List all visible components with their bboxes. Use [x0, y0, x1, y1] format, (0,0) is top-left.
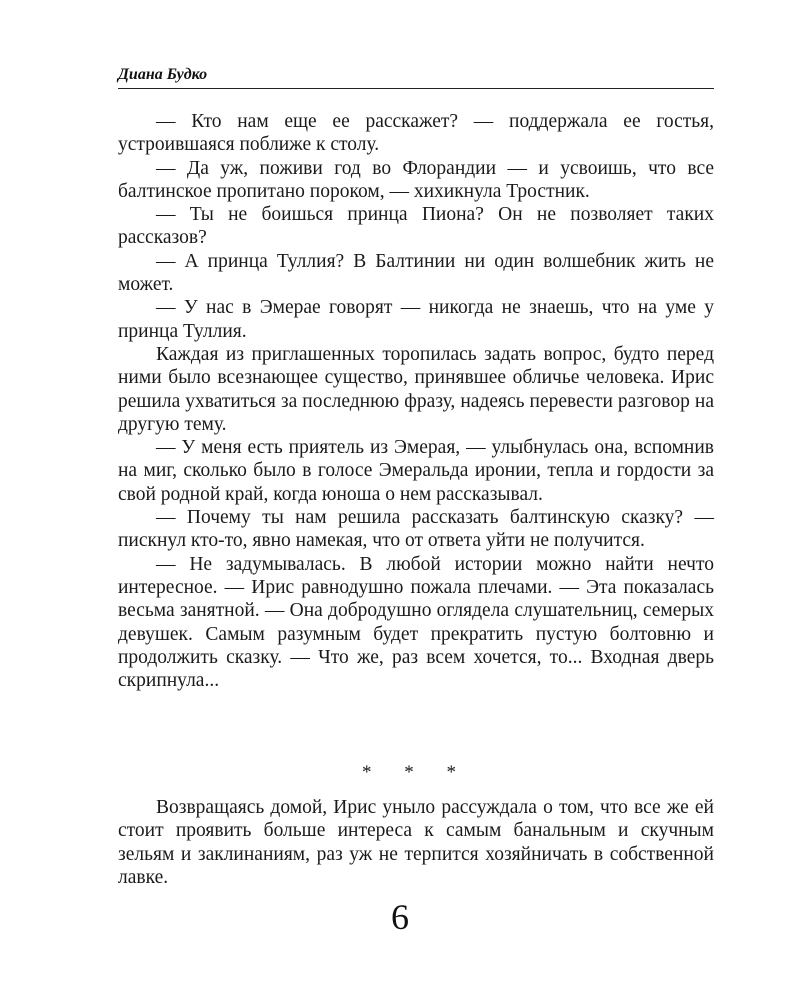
paragraph: Возвращаясь домой, Ирис уныло рассуждала о том, что все же ей стоит проявить больше интереса к самым банальным и скучным зельям и заклинаниям, раз уж не терпится хозяйничать в собственной лавке.	[118, 797, 714, 888]
paragraph: — У меня есть приятель из Эмерая, — улыбнулась она, вспомнив на миг, сколько было в голосе Эмеральда иронии, тепла и гордости за свой родной край, когда юноша о нем рассказывал.	[118, 437, 714, 505]
paragraph: — Кто нам еще ее расскажет? — поддержала ее гостья, устроившаяся поближе к столу.	[118, 111, 714, 156]
paragraph: — Не задумывалась. В любой истории можно найти нечто интересное. — Ирис равнодушно пожала плечами. — Эта показалась весьма занятной. — Она добродушно оглядела слушательниц, семерых девушек. Самым разумным будет прекратить пустую болтовню и продолжить сказку. — Что же, раз всем хочется, то... Входная дверь скрипнула...	[118, 553, 714, 692]
paragraph: Каждая из приглашенных торопилась задать вопрос, будто перед ними было всезнающее существо, принявшее обличье человека. Ирис решила ухватиться за последнюю фразу, надеясь перевести разговор на другую тему.	[118, 343, 714, 435]
main-text	[118, 110, 714, 692]
section-separator: * * *	[362, 762, 470, 783]
header-rule	[118, 88, 714, 89]
paragraph: — Почему ты нам решила рассказать балтинскую сказку? — пискнул кто-то, явно намекая, что от ответа уйти не получится.	[118, 507, 714, 552]
paragraph: — У нас в Эмерае говорят — никогда не знаешь, что на уме у принца Туллия.	[118, 297, 714, 342]
running-head-author: Диана Будко	[118, 66, 208, 83]
page-number: 6	[391, 897, 409, 937]
closing-text	[118, 796, 714, 889]
paragraph: — Ты не боишься принца Пиона? Он не позволяет таких рассказов?	[118, 204, 714, 249]
paragraph: — Да уж, поживи год во Флорандии — и усвоишь, что все балтинское пропитано пороком, — хихикнула Тростник.	[118, 157, 714, 202]
paragraph: — А принца Туллия? В Балтинии ни один волшебник жить не может.	[118, 250, 714, 296]
